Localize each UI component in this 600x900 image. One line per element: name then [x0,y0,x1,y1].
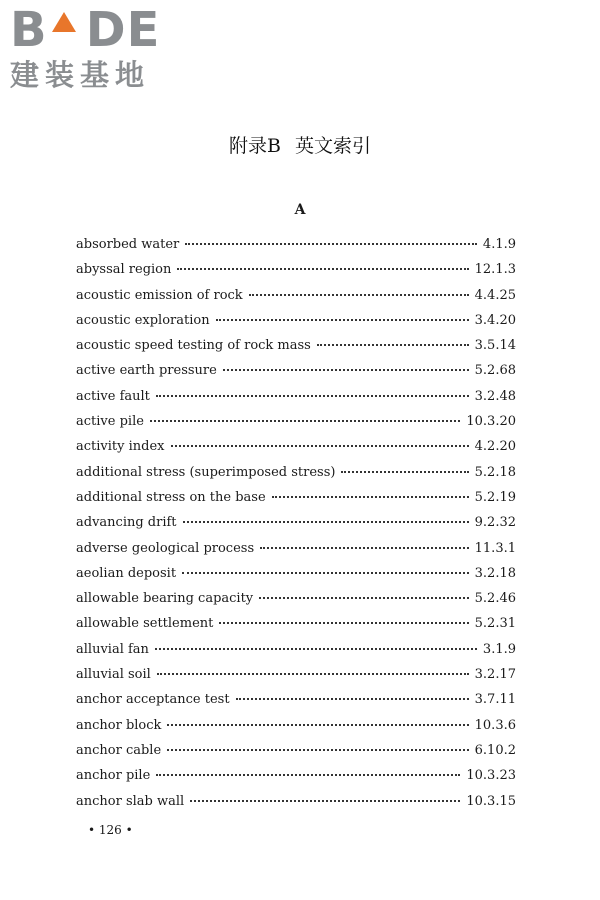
index-term: alluvial fan [76,641,149,657]
index-reference: 5.2.31 [474,616,516,632]
index-entry [76,662,516,687]
index-term: adverse geological process [76,540,255,556]
index-term: additional stress (superimposed stress) [76,464,336,480]
index-reference: 3.2.18 [474,565,516,581]
index-entry [76,333,516,358]
index-term: anchor acceptance test [76,692,230,708]
index-reference: 3.7.11 [474,692,516,708]
dot-leader [157,673,469,675]
index-term: abyssal region [76,262,172,278]
dot-leader [259,597,468,599]
index-reference: 3.4.20 [474,312,516,328]
index-entry [76,409,516,434]
index-reference: 4.1.9 [482,237,516,252]
index-entry [76,434,516,459]
index-entry [76,586,516,611]
index-reference: 12.1.3 [474,262,516,278]
index-reference: 10.3.20 [466,414,516,430]
dot-leader [260,547,469,549]
index-entry-list [76,232,516,814]
dot-leader [216,319,469,321]
index-reference: 9.2.32 [474,515,516,531]
index-term: activity index [76,439,165,455]
index-term: alluvial soil [76,667,151,683]
dot-leader [156,395,469,397]
index-entry [76,283,516,308]
appendix-label: 附录B [229,135,281,157]
dot-leader [182,572,469,574]
index-term: active pile [76,414,144,430]
index-term: acoustic speed testing of rock mass [76,338,311,354]
index-entry [76,536,516,561]
index-title: 英文索引 [294,135,371,157]
index-term: anchor cable [76,742,162,758]
index-entry [76,384,516,409]
dot-leader [155,648,477,650]
index-term: acoustic emission of rock [76,287,243,303]
dot-leader [171,445,469,447]
dot-leader [156,774,460,776]
index-reference: 6.10.2 [474,742,516,758]
index-entry [76,561,516,586]
index-entry [76,232,516,257]
index-entry [76,713,516,738]
index-term: active earth pressure [76,363,217,379]
dot-leader [177,268,468,270]
index-reference: 3.5.14 [474,338,516,354]
dot-leader [341,471,468,473]
dot-leader [317,344,469,346]
dot-leader [190,800,460,802]
dot-leader [185,243,477,245]
index-reference: 4.2.20 [474,439,516,455]
index-reference: 3.2.48 [474,388,516,404]
index-entry [76,637,516,662]
index-entry [76,460,516,485]
index-term: advancing drift [76,515,177,531]
logo-chinese-text: 建装基地 [10,58,151,92]
index-entry [76,789,516,814]
dot-leader [167,724,468,726]
index-term: allowable settlement [76,616,214,632]
dot-leader [236,698,469,700]
dot-leader [150,420,460,422]
index-reference: 5.2.19 [474,489,516,505]
index-term: aeolian deposit [76,565,177,581]
index-reference: 5.2.46 [474,591,516,607]
dot-leader [219,622,468,624]
index-reference: 10.3.23 [466,768,516,784]
index-term: additional stress on the base [76,489,266,505]
index-reference: 3.2.17 [474,667,516,683]
index-entry [76,308,516,333]
index-entry [76,358,516,383]
page-number: • 126 • [88,823,133,837]
index-reference: 11.3.1 [474,540,516,556]
index-reference: 5.2.68 [474,363,516,379]
section-letter: A [294,202,306,218]
index-entry [76,510,516,535]
index-term: acoustic exploration [76,312,210,328]
dot-leader [167,749,468,751]
index-term: anchor slab wall [76,793,185,809]
index-term: anchor block [76,717,162,733]
dot-leader [249,294,469,296]
logo-triangle-icon [52,12,76,32]
index-term: active fault [76,388,150,404]
index-entry [76,611,516,636]
index-reference: 10.3.15 [466,793,516,809]
index-entry [76,257,516,282]
dot-leader [183,521,469,523]
index-entry [76,738,516,763]
index-term: allowable bearing capacity [76,591,254,607]
dot-leader [272,496,469,498]
index-term: anchor pile [76,768,151,784]
logo-wordmark: B DE [10,2,161,58]
appendix-title [0,131,600,158]
index-entry [76,687,516,712]
index-reference: 4.4.25 [474,287,516,303]
bade-logo [10,4,180,92]
index-entry [76,485,516,510]
index-entry [76,763,516,788]
dot-leader [223,369,469,371]
index-term: absorbed water [76,237,180,252]
index-reference: 10.3.6 [474,717,516,733]
index-reference: 3.1.9 [482,641,516,657]
index-reference: 5.2.18 [474,464,516,480]
